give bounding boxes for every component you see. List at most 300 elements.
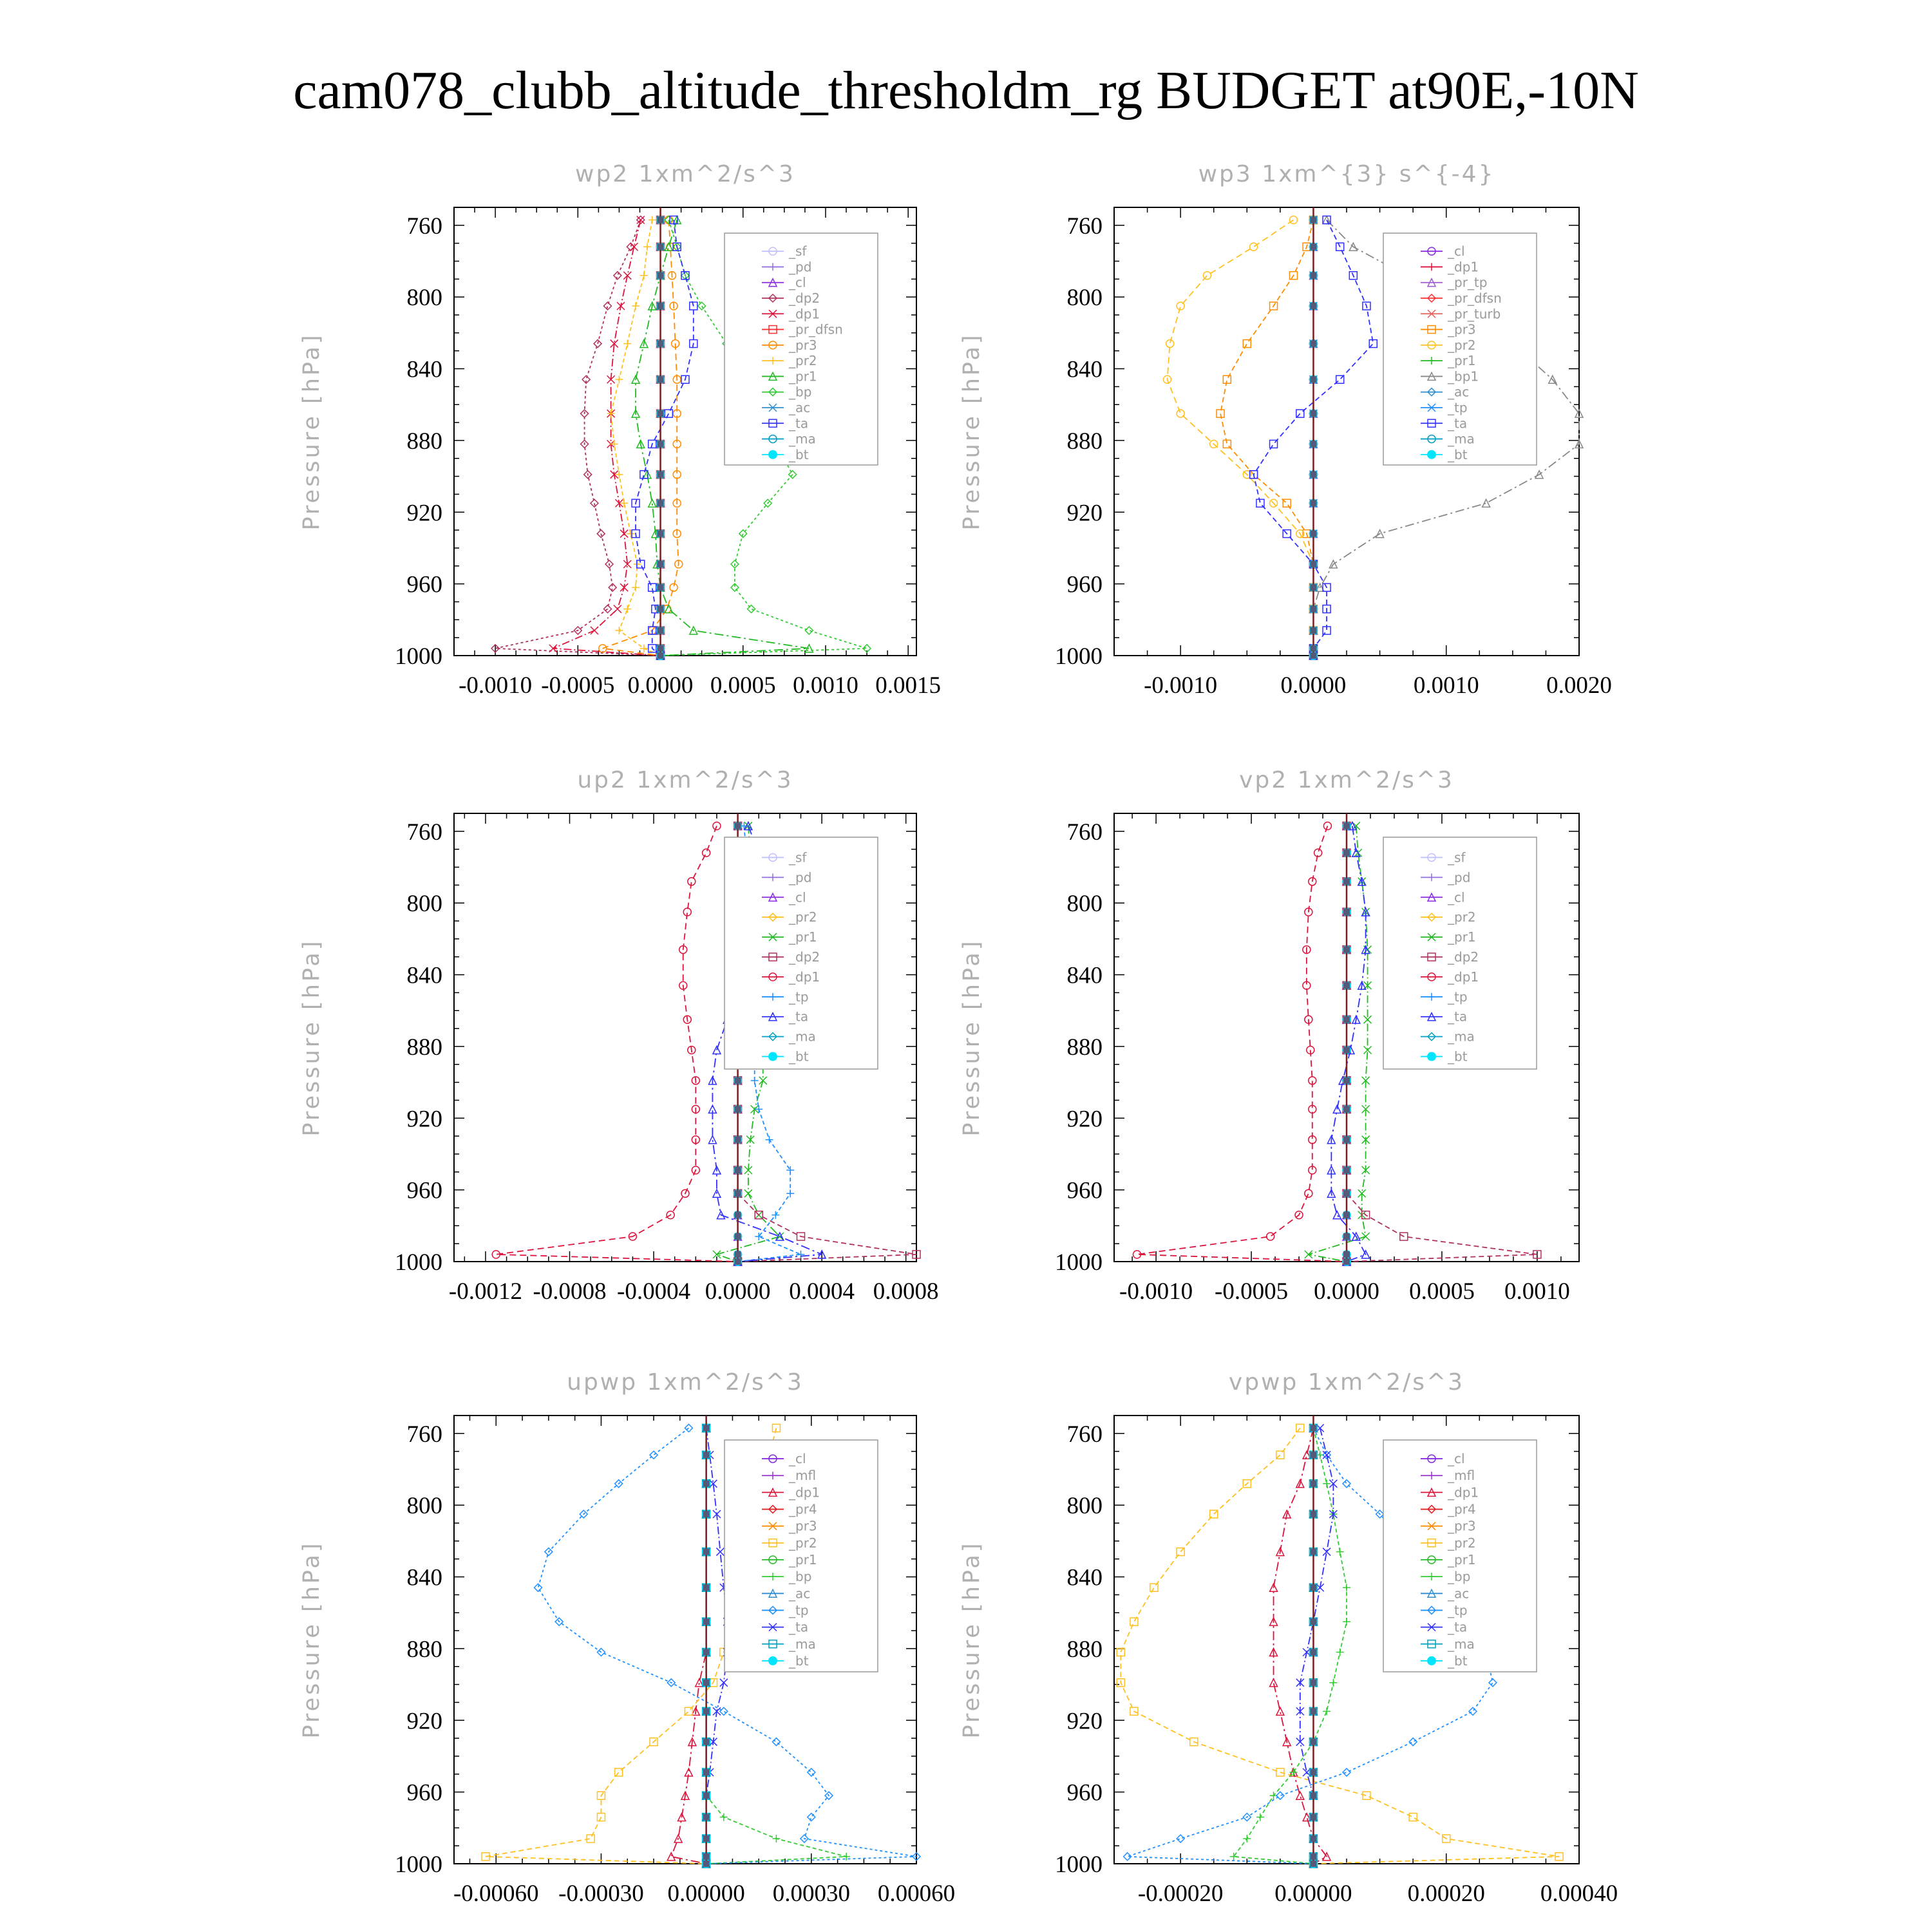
legend-label: _ma: [1448, 1636, 1475, 1652]
x-tick-label: 0.0010: [1504, 1278, 1570, 1305]
legend-label: _bt: [1448, 1653, 1468, 1669]
data-point: [1336, 1648, 1344, 1656]
series-pr2: [1164, 216, 1318, 659]
data-point: [1323, 1480, 1331, 1488]
y-tick-label: 1000: [1055, 643, 1103, 670]
y-tick-label: 920: [1066, 500, 1103, 527]
data-point: [703, 849, 710, 857]
data-point: [1117, 1648, 1124, 1656]
x-tick-label: 0.00060: [877, 1880, 956, 1907]
x-tick-label: -0.0010: [1119, 1278, 1193, 1305]
legend-label: _sf: [1448, 849, 1466, 866]
legend-label: _pr3: [1448, 321, 1476, 337]
page-title: cam078_clubb_altitude_thresholdm_rg BUDGET at90E,-10N: [293, 61, 1639, 120]
legend: [724, 233, 878, 465]
legend: [1383, 1440, 1537, 1672]
stacked-zero-marker: [1310, 627, 1316, 634]
stacked-zero-marker: [1310, 584, 1316, 591]
stacked-zero-marker: [1343, 1212, 1350, 1218]
y-tick-label: 840: [406, 1564, 442, 1591]
legend-label: _cl: [789, 1451, 806, 1467]
y-tick-label: 960: [406, 1177, 442, 1204]
x-tick-label: 0.0015: [875, 672, 942, 699]
data-point: [720, 1814, 728, 1821]
data-point: [1267, 1233, 1274, 1240]
data-point: [665, 410, 672, 417]
data-point: [627, 530, 634, 538]
data-point: [1343, 1618, 1350, 1625]
legend-label: _pr4: [1448, 1501, 1476, 1517]
stacked-zero-marker: [1310, 1649, 1316, 1655]
legend: [1383, 233, 1537, 465]
stacked-zero-marker: [1310, 1739, 1316, 1745]
x-tick-label: 0.0000: [1314, 1278, 1379, 1305]
y-tick-label: 760: [406, 213, 442, 240]
legend-label: _tp: [1448, 1602, 1468, 1618]
y-axis-label: Pressure [hPa]: [299, 332, 325, 531]
stacked-zero-marker: [735, 1212, 741, 1218]
series-pr1: [1305, 822, 1372, 1265]
y-tick-label: 920: [1066, 1106, 1103, 1133]
data-point: [698, 302, 706, 310]
y-tick-label: 1000: [395, 1852, 442, 1878]
stacked-zero-marker: [1310, 652, 1316, 659]
series-pr3: [1217, 216, 1317, 659]
legend-marker: [768, 1656, 777, 1665]
series-dp2: [491, 216, 664, 659]
legend-label: _cl: [1448, 1451, 1465, 1467]
data-point: [786, 1189, 794, 1197]
y-tick-label: 840: [1066, 962, 1103, 989]
x-tick-label: -0.0005: [1215, 1278, 1289, 1305]
legend-label: _ma: [789, 1028, 816, 1045]
stacked-zero-marker: [1343, 822, 1350, 829]
chart-panel-1: [299, 161, 941, 699]
legend-label: _sf: [789, 849, 807, 866]
y-tick-label: 800: [1066, 285, 1103, 312]
x-tick-label: -0.0010: [459, 672, 533, 699]
x-tick-label: 0.0010: [1413, 672, 1479, 699]
stacked-zero-marker: [703, 1814, 710, 1821]
y-axis-label: Pressure [hPa]: [299, 938, 325, 1137]
legend-label: _ma: [789, 431, 816, 447]
series-bp: [1230, 1424, 1350, 1868]
chart-panel-3: [299, 767, 939, 1305]
stacked-zero-marker: [658, 500, 664, 506]
legend-label: _ac: [789, 1586, 811, 1602]
data-point: [744, 1189, 752, 1197]
stacked-zero-marker: [735, 1233, 741, 1240]
legend-label: _ta: [789, 1619, 809, 1635]
x-tick-label: 0.0020: [1546, 672, 1612, 699]
stacked-zero-marker: [1310, 1549, 1316, 1555]
series-dp1: [1133, 822, 1350, 1265]
legend-label: _pr1: [789, 368, 817, 384]
stacked-zero-marker: [703, 1425, 710, 1431]
stacked-zero-marker: [1310, 531, 1316, 537]
stacked-zero-marker: [703, 1853, 710, 1860]
legend-label: _dp1: [789, 306, 820, 322]
y-tick-label: 800: [406, 285, 442, 312]
legend-label: _dp2: [789, 949, 820, 965]
legend-label: _cl: [1448, 243, 1465, 260]
x-tick-label: -0.00030: [558, 1880, 644, 1907]
legend-marker: [768, 450, 777, 459]
data-point: [632, 302, 639, 310]
stacked-zero-marker: [1343, 1016, 1350, 1023]
legend-label: _cl: [789, 274, 806, 290]
legend-label: _ac: [1448, 384, 1470, 400]
x-tick-label: 0.0004: [789, 1278, 855, 1305]
data-point: [1336, 1548, 1344, 1556]
stacked-zero-marker: [658, 341, 664, 347]
stacked-zero-marker: [703, 1792, 710, 1799]
x-tick-label: 0.00040: [1540, 1880, 1618, 1907]
series-line: [553, 220, 661, 656]
stacked-zero-marker: [1310, 1814, 1316, 1821]
data-point: [1305, 1189, 1312, 1197]
data-point: [716, 1548, 724, 1556]
data-point: [615, 375, 623, 383]
legend-label: _pr_turb: [1448, 306, 1501, 322]
stacked-zero-marker: [1343, 1258, 1350, 1265]
data-point: [720, 1707, 728, 1715]
series-line: [1220, 220, 1313, 656]
data-point: [1276, 1792, 1284, 1799]
x-tick-label: -0.0012: [448, 1278, 522, 1305]
data-point: [535, 1584, 542, 1591]
legend-label: _pr1: [789, 1552, 817, 1567]
chart-panel-2: [959, 161, 1612, 699]
stacked-zero-marker: [1310, 1853, 1316, 1860]
legend-label: _tp: [1448, 400, 1468, 415]
stacked-zero-marker: [703, 1835, 710, 1842]
stacked-zero-marker: [703, 1708, 710, 1714]
stacked-zero-marker: [658, 645, 664, 652]
legend-label: _cl: [1448, 889, 1465, 905]
y-tick-label: 840: [406, 962, 442, 989]
stacked-zero-marker: [1310, 1708, 1316, 1714]
series-ta: [632, 216, 697, 659]
data-point: [1250, 243, 1258, 251]
x-tick-label: -0.0008: [533, 1278, 607, 1305]
y-tick-label: 760: [406, 1421, 442, 1448]
x-tick-label: 0.0010: [793, 672, 858, 699]
data-point: [603, 302, 611, 310]
stacked-zero-marker: [658, 303, 664, 309]
data-point: [649, 216, 656, 223]
legend-label: _ta: [1448, 1009, 1468, 1025]
stacked-zero-marker: [1310, 500, 1316, 506]
y-tick-label: 1000: [395, 1249, 442, 1276]
stacked-zero-marker: [1310, 440, 1316, 447]
x-tick-label: 0.0000: [705, 1278, 771, 1305]
data-point: [630, 243, 638, 251]
panel-title: upwp 1xm^2/s^3: [567, 1369, 804, 1396]
stacked-zero-marker: [703, 1452, 710, 1458]
y-tick-label: 880: [406, 1636, 442, 1663]
data-point: [632, 583, 639, 591]
data-point: [1177, 1835, 1184, 1842]
data-point: [1329, 1679, 1337, 1687]
legend-label: _pr_tp: [1448, 274, 1488, 290]
y-tick-label: 960: [406, 571, 442, 598]
stacked-zero-marker: [1310, 471, 1316, 478]
legend-label: _cl: [789, 889, 806, 905]
stacked-zero-marker: [703, 1618, 710, 1625]
data-point: [720, 1679, 728, 1687]
series-line: [496, 826, 737, 1262]
stacked-zero-marker: [1310, 1452, 1316, 1458]
x-tick-label: 0.0000: [1280, 672, 1347, 699]
stacked-zero-marker: [658, 376, 664, 383]
data-point: [1482, 499, 1490, 507]
legend-label: _pd: [1448, 869, 1471, 886]
y-tick-label: 880: [1066, 1034, 1103, 1061]
data-point: [776, 1233, 784, 1240]
series-ta: [1296, 1424, 1338, 1868]
y-tick-label: 800: [1066, 891, 1103, 918]
legend-label: _ac: [1448, 1586, 1470, 1602]
y-tick-label: 920: [406, 500, 442, 527]
y-tick-label: 760: [1066, 1421, 1103, 1448]
series-dp1: [492, 822, 741, 1265]
legend-label: _ac: [789, 400, 811, 415]
panel-title: wp3 1xm^{3} s^{-4}: [1198, 161, 1495, 187]
stacked-zero-marker: [658, 440, 664, 447]
chart-panel-4: [959, 767, 1579, 1305]
series-dp1: [1270, 1424, 1331, 1868]
stacked-zero-marker: [735, 1258, 741, 1265]
data-point: [786, 1166, 794, 1174]
legend: [724, 1440, 878, 1672]
y-tick-label: 1000: [395, 643, 442, 670]
panel-title: vp2 1xm^2/s^3: [1239, 767, 1454, 793]
stacked-zero-marker: [1310, 1481, 1316, 1487]
stacked-zero-marker: [1310, 1511, 1316, 1517]
x-tick-label: -0.00020: [1137, 1880, 1224, 1907]
stacked-zero-marker: [1343, 1106, 1350, 1112]
data-point: [1166, 340, 1174, 348]
data-point: [1363, 1792, 1370, 1799]
stacked-zero-marker: [1343, 849, 1350, 856]
legend-label: _dp1: [1448, 969, 1479, 985]
legend-label: _bt: [1448, 446, 1468, 462]
stacked-zero-marker: [1310, 1680, 1316, 1686]
legend-label: _pr4: [789, 1501, 817, 1517]
data-point: [1362, 1233, 1370, 1240]
data-point: [1323, 1707, 1331, 1715]
data-point: [1409, 1738, 1417, 1746]
legend-label: _tp: [1448, 989, 1468, 1005]
data-point: [1333, 1211, 1341, 1219]
data-point: [1323, 1451, 1331, 1459]
y-tick-label: 960: [1066, 1779, 1103, 1806]
data-point: [755, 1105, 762, 1113]
y-tick-label: 960: [1066, 571, 1103, 598]
stacked-zero-marker: [1310, 1618, 1316, 1625]
legend-label: _pd: [789, 869, 812, 886]
legend-label: _ma: [789, 1636, 816, 1652]
legend-label: _dp2: [789, 290, 820, 306]
series-line: [1168, 220, 1314, 656]
stacked-zero-marker: [1343, 1077, 1350, 1084]
y-axis-label: Pressure [hPa]: [959, 938, 985, 1137]
stacked-zero-marker: [1310, 1861, 1316, 1867]
legend-label: _bt: [789, 1653, 809, 1669]
stacked-zero-marker: [1310, 376, 1316, 383]
legend-label: _pr2: [1448, 1535, 1476, 1551]
stacked-zero-marker: [1310, 410, 1316, 417]
legend-label: _bp: [1448, 1569, 1471, 1585]
legend-label: _dp1: [789, 969, 820, 985]
y-tick-label: 1000: [1055, 1852, 1103, 1878]
data-point: [1343, 1584, 1350, 1591]
legend-label: _ta: [1448, 1619, 1468, 1635]
stacked-zero-marker: [1343, 1251, 1350, 1258]
series-line: [1137, 826, 1347, 1262]
stacked-zero-marker: [1343, 1233, 1350, 1240]
y-tick-label: 800: [406, 1493, 442, 1520]
stacked-zero-marker: [1310, 1835, 1316, 1842]
series-dp1: [549, 216, 665, 659]
legend-marker: [768, 1052, 777, 1061]
y-tick-label: 880: [1066, 1636, 1103, 1663]
legend-label: _mfl: [1448, 1468, 1475, 1484]
stacked-zero-marker: [658, 627, 664, 634]
y-tick-label: 920: [406, 1708, 442, 1735]
y-tick-label: 960: [406, 1779, 442, 1806]
y-tick-label: 840: [1066, 356, 1103, 383]
legend-label: _ta: [789, 415, 809, 431]
data-point: [1256, 1814, 1264, 1821]
legend-label: _pr1: [1448, 929, 1476, 945]
stacked-zero-marker: [1310, 1769, 1316, 1776]
data-point: [1177, 302, 1184, 310]
data-point: [1243, 1835, 1251, 1842]
y-tick-label: 760: [1066, 819, 1103, 846]
legend-label: _bp: [789, 1569, 812, 1585]
data-point: [637, 216, 645, 223]
data-point: [1243, 340, 1251, 348]
legend-label: _pr1: [1448, 353, 1476, 369]
legend-marker: [1427, 450, 1436, 459]
legend-label: _bt: [789, 1048, 809, 1065]
data-point: [759, 1077, 767, 1084]
stacked-zero-marker: [1310, 272, 1316, 279]
stacked-zero-marker: [1310, 561, 1316, 567]
legend-label: _bp: [789, 384, 812, 400]
stacked-zero-marker: [703, 1549, 710, 1555]
legend-label: _dp1: [1448, 1484, 1479, 1501]
stacked-zero-marker: [658, 272, 664, 279]
x-tick-label: 0.00000: [1274, 1880, 1352, 1907]
stacked-zero-marker: [658, 471, 664, 478]
legend-label: _pr3: [1448, 1518, 1476, 1534]
stacked-zero-marker: [658, 216, 664, 223]
legend-label: _bt: [789, 446, 809, 462]
series-dp1: [667, 1424, 710, 1868]
legend-marker: [1427, 1052, 1436, 1061]
x-tick-label: 0.00020: [1407, 1880, 1485, 1907]
data-point: [614, 272, 621, 279]
stacked-zero-marker: [658, 652, 664, 659]
y-axis-label: Pressure [hPa]: [959, 1540, 985, 1739]
stacked-zero-marker: [703, 1511, 710, 1517]
legend-label: _ma: [1448, 431, 1475, 447]
legend-label: _tp: [789, 989, 809, 1005]
stacked-zero-marker: [1310, 1584, 1316, 1591]
stacked-zero-marker: [1310, 606, 1316, 612]
panel-title: up2 1xm^2/s^3: [577, 767, 793, 793]
legend-label: _pr1: [1448, 1552, 1476, 1567]
data-point: [1343, 1768, 1350, 1776]
stacked-zero-marker: [703, 1649, 710, 1655]
legend-label: _pr2: [789, 353, 817, 369]
y-tick-label: 760: [406, 819, 442, 846]
series-pr3: [599, 216, 683, 659]
stacked-zero-marker: [1310, 1425, 1316, 1431]
legend: [724, 837, 878, 1069]
legend-marker: [1427, 1656, 1436, 1665]
x-tick-label: 0.0005: [710, 672, 776, 699]
y-tick-label: 880: [406, 1034, 442, 1061]
data-point: [1409, 1814, 1417, 1821]
y-tick-label: 840: [406, 356, 442, 383]
legend-label: _pr_dfsn: [1448, 290, 1502, 306]
data-point: [797, 1251, 805, 1258]
data-point: [1296, 1792, 1304, 1799]
legend-label: _sf: [789, 243, 807, 260]
x-tick-label: 0.0005: [1409, 1278, 1475, 1305]
y-axis-label: Pressure [hPa]: [299, 1540, 325, 1739]
x-tick-label: -0.00060: [453, 1880, 539, 1907]
stacked-zero-marker: [658, 606, 664, 612]
legend-label: _tp: [789, 1602, 809, 1618]
legend-label: _pr3: [789, 1518, 817, 1534]
chart-panel-6: [959, 1369, 1618, 1907]
legend-label: _pd: [789, 259, 812, 275]
y-tick-label: 760: [1066, 213, 1103, 240]
x-tick-label: 0.0008: [873, 1278, 939, 1305]
x-tick-label: -0.0004: [617, 1278, 691, 1305]
stacked-zero-marker: [658, 531, 664, 537]
stacked-zero-marker: [1343, 947, 1350, 953]
data-point: [772, 1835, 780, 1842]
legend-label: _mfl: [789, 1468, 817, 1484]
data-point: [805, 627, 813, 634]
legend-label: _pr_dfsn: [789, 321, 843, 337]
legend-label: _pr2: [1448, 909, 1476, 925]
stacked-zero-marker: [735, 1190, 741, 1197]
stacked-zero-marker: [703, 1680, 710, 1686]
legend-label: _pr2: [789, 1535, 817, 1551]
data-point: [1203, 272, 1211, 279]
stacked-zero-marker: [735, 1251, 741, 1258]
stacked-zero-marker: [1343, 1167, 1350, 1173]
y-tick-label: 1000: [1055, 1249, 1103, 1276]
stacked-zero-marker: [1343, 1046, 1350, 1053]
data-point: [708, 1136, 716, 1144]
legend-label: _dp1: [1448, 259, 1479, 275]
stacked-zero-marker: [658, 243, 664, 250]
stacked-zero-marker: [703, 1481, 710, 1487]
data-point: [640, 272, 648, 279]
data-point: [766, 1136, 773, 1144]
stacked-zero-marker: [735, 1137, 741, 1143]
stacked-zero-marker: [1343, 1190, 1350, 1197]
y-tick-label: 800: [406, 891, 442, 918]
